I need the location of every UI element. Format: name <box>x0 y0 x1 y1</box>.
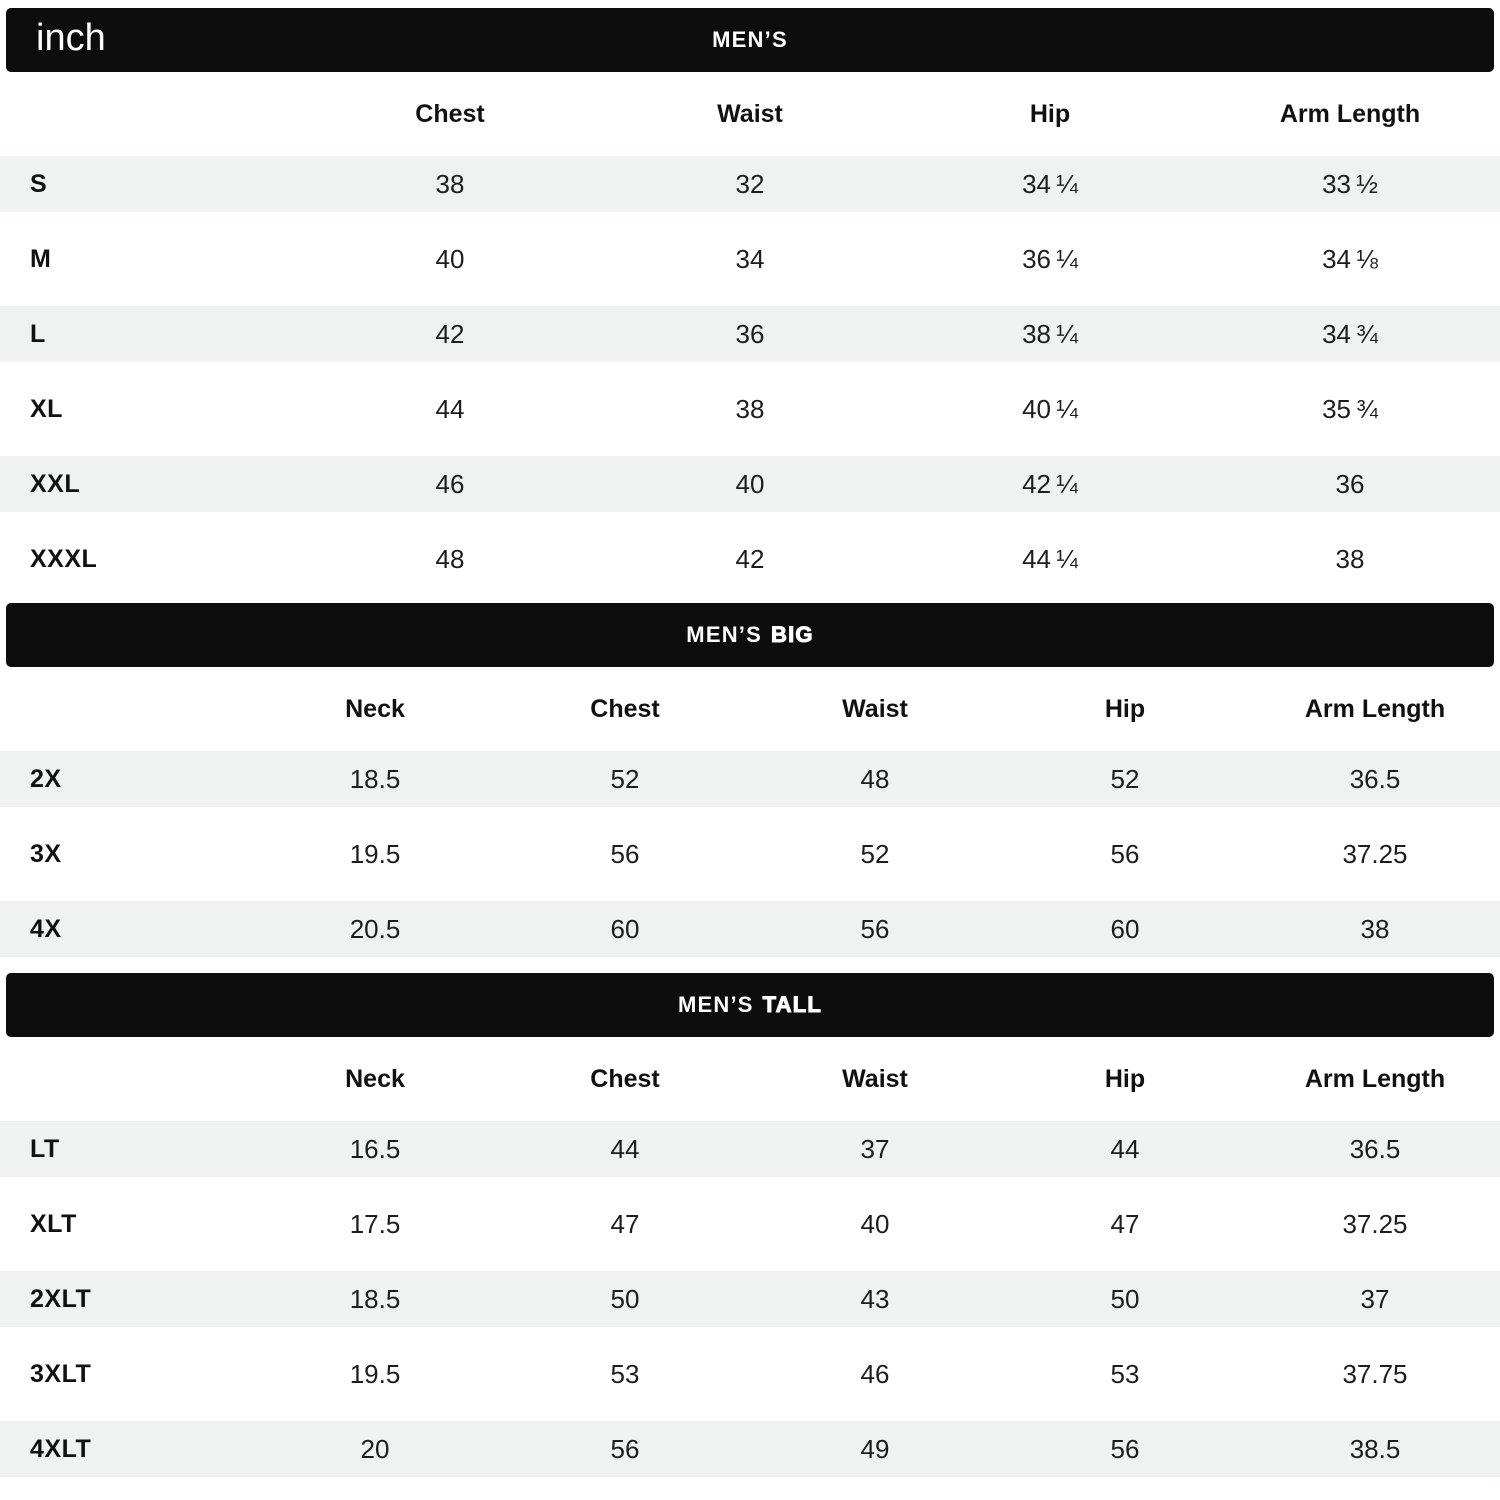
mens-tall-table-rows <box>0 1121 1500 1477</box>
measurement-value: 40 <box>735 468 765 499</box>
mens-big-column-headers <box>0 667 1500 751</box>
section-title-prefix: MEN’S <box>712 27 788 52</box>
size-label: 3X <box>30 839 62 868</box>
mens-table-rows <box>0 156 1500 587</box>
size-row-xxxl <box>0 531 1500 587</box>
measurement-value: 50 <box>1110 1283 1140 1314</box>
measurement-value: 37.25 <box>1342 838 1408 869</box>
size-label: LT <box>30 1134 60 1163</box>
measurement-value: 37 <box>860 1133 890 1164</box>
measurement-value: 42 <box>435 318 465 349</box>
mens-column-headers <box>0 72 1500 156</box>
column-header-neck: Neck <box>345 694 405 723</box>
section-title-emphasis: TALL <box>762 992 823 1017</box>
measurement-value: 37 <box>1360 1283 1390 1314</box>
size-row-2xlt <box>0 1271 1500 1327</box>
measurement-value: 60 <box>610 913 640 944</box>
size-label: 2XLT <box>30 1284 92 1313</box>
size-label: 4X <box>30 914 62 943</box>
column-header-arm-length: Arm Length <box>1304 1064 1446 1093</box>
column-header-chest: Chest <box>590 694 660 723</box>
measurement-value: 36 ¼ <box>1022 243 1078 274</box>
section-title-emphasis: BIG <box>770 622 814 647</box>
mens-tall-column-headers <box>0 1037 1500 1121</box>
measurement-value: 47 <box>610 1208 640 1239</box>
measurement-value: 34 ¾ <box>1322 318 1378 349</box>
unit-label: inch <box>36 16 106 59</box>
size-row-s <box>0 156 1500 212</box>
measurement-value: 56 <box>1110 1433 1140 1464</box>
measurement-value: 53 <box>610 1358 640 1389</box>
mens-big-table-rows <box>0 751 1500 957</box>
measurement-value: 19.5 <box>349 1358 401 1389</box>
mens-size-table <box>0 8 1500 587</box>
measurement-value: 20 <box>360 1433 390 1464</box>
measurement-value: 35 ¾ <box>1322 393 1378 424</box>
size-row-xxl <box>0 456 1500 512</box>
measurement-value: 56 <box>1110 838 1140 869</box>
measurement-value: 44 ¼ <box>1022 543 1078 574</box>
measurement-value: 36.5 <box>1349 1133 1401 1164</box>
measurement-value: 34 ⅛ <box>1322 243 1378 274</box>
measurement-value: 40 ¼ <box>1022 393 1078 424</box>
mens-tall-section-bar <box>6 973 1494 1037</box>
measurement-value: 19.5 <box>349 838 401 869</box>
measurement-value: 40 <box>435 243 465 274</box>
measurement-value: 47 <box>1110 1208 1140 1239</box>
size-label: XXL <box>30 469 81 498</box>
measurement-value: 38 ¼ <box>1022 318 1078 349</box>
measurement-value: 44 <box>435 393 465 424</box>
size-row-m <box>0 231 1500 287</box>
mens-tall-size-table <box>0 973 1500 1477</box>
measurement-value: 42 <box>735 543 765 574</box>
column-header-neck: Neck <box>345 1064 405 1093</box>
size-row-xlt <box>0 1196 1500 1252</box>
column-header-chest: Chest <box>590 1064 660 1093</box>
size-label: XLT <box>30 1209 77 1238</box>
measurement-value: 60 <box>1110 913 1140 944</box>
size-label: 2X <box>30 764 62 793</box>
measurement-value: 38 <box>1360 913 1390 944</box>
size-row-3xlt <box>0 1346 1500 1402</box>
measurement-value: 36.5 <box>1349 763 1401 794</box>
size-row-2x <box>0 751 1500 807</box>
measurement-value: 44 <box>1110 1133 1140 1164</box>
measurement-value: 18.5 <box>349 1283 401 1314</box>
column-header-waist: Waist <box>717 99 783 128</box>
measurement-value: 56 <box>610 838 640 869</box>
size-label: S <box>30 169 48 198</box>
measurement-value: 33 ½ <box>1322 168 1378 199</box>
size-row-3x <box>0 826 1500 882</box>
measurement-value: 18.5 <box>349 763 401 794</box>
size-label: XXXL <box>30 544 98 573</box>
measurement-value: 52 <box>610 763 640 794</box>
column-header-chest: Chest <box>415 99 485 128</box>
measurement-value: 16.5 <box>349 1133 401 1164</box>
measurement-value: 46 <box>860 1358 890 1389</box>
column-header-hip: Hip <box>1104 694 1146 723</box>
measurement-value: 37.25 <box>1342 1208 1408 1239</box>
measurement-value: 44 <box>610 1133 640 1164</box>
measurement-value: 34 ¼ <box>1022 168 1078 199</box>
measurement-value: 20.5 <box>349 913 401 944</box>
size-label: L <box>30 319 46 348</box>
measurement-value: 56 <box>860 913 890 944</box>
mens-big-section-title <box>686 622 813 648</box>
measurement-value: 17.5 <box>349 1208 401 1239</box>
measurement-value: 56 <box>610 1433 640 1464</box>
measurement-value: 52 <box>1110 763 1140 794</box>
measurement-value: 52 <box>860 838 890 869</box>
measurement-value: 38 <box>435 168 465 199</box>
column-header-waist: Waist <box>842 1064 908 1093</box>
measurement-value: 36 <box>1335 468 1365 499</box>
size-row-xl <box>0 381 1500 437</box>
mens-section-title <box>712 27 788 53</box>
column-header-arm-length: Arm Length <box>1279 99 1421 128</box>
size-label: 4XLT <box>30 1434 92 1463</box>
measurement-value: 38 <box>735 393 765 424</box>
measurement-value: 38.5 <box>1349 1433 1401 1464</box>
mens-section-bar <box>6 8 1494 72</box>
measurement-value: 53 <box>1110 1358 1140 1389</box>
measurement-value: 49 <box>860 1433 890 1464</box>
measurement-value: 48 <box>435 543 465 574</box>
measurement-value: 43 <box>860 1283 890 1314</box>
measurement-value: 32 <box>735 168 765 199</box>
measurement-value: 34 <box>735 243 765 274</box>
size-row-l <box>0 306 1500 362</box>
mens-tall-section-title <box>678 992 822 1018</box>
measurement-value: 42 ¼ <box>1022 468 1078 499</box>
column-header-hip: Hip <box>1104 1064 1146 1093</box>
size-label: M <box>30 244 52 273</box>
size-label: XL <box>30 394 63 423</box>
measurement-value: 46 <box>435 468 465 499</box>
column-header-waist: Waist <box>842 694 908 723</box>
section-title-prefix: MEN’S <box>686 622 762 647</box>
size-row-4xlt <box>0 1421 1500 1477</box>
size-row-4x <box>0 901 1500 957</box>
measurement-value: 48 <box>860 763 890 794</box>
section-title-prefix: MEN’S <box>677 992 754 1017</box>
mens-big-section-bar <box>6 603 1494 667</box>
measurement-value: 50 <box>610 1283 640 1314</box>
measurement-value: 40 <box>860 1208 890 1239</box>
size-label: 3XLT <box>30 1359 92 1388</box>
size-row-lt <box>0 1121 1500 1177</box>
measurement-value: 38 <box>1335 543 1365 574</box>
measurement-value: 37.75 <box>1342 1358 1408 1389</box>
mens-big-size-table <box>0 603 1500 957</box>
measurement-value: 36 <box>735 318 765 349</box>
column-header-arm-length: Arm Length <box>1304 694 1446 723</box>
column-header-hip: Hip <box>1029 99 1071 128</box>
